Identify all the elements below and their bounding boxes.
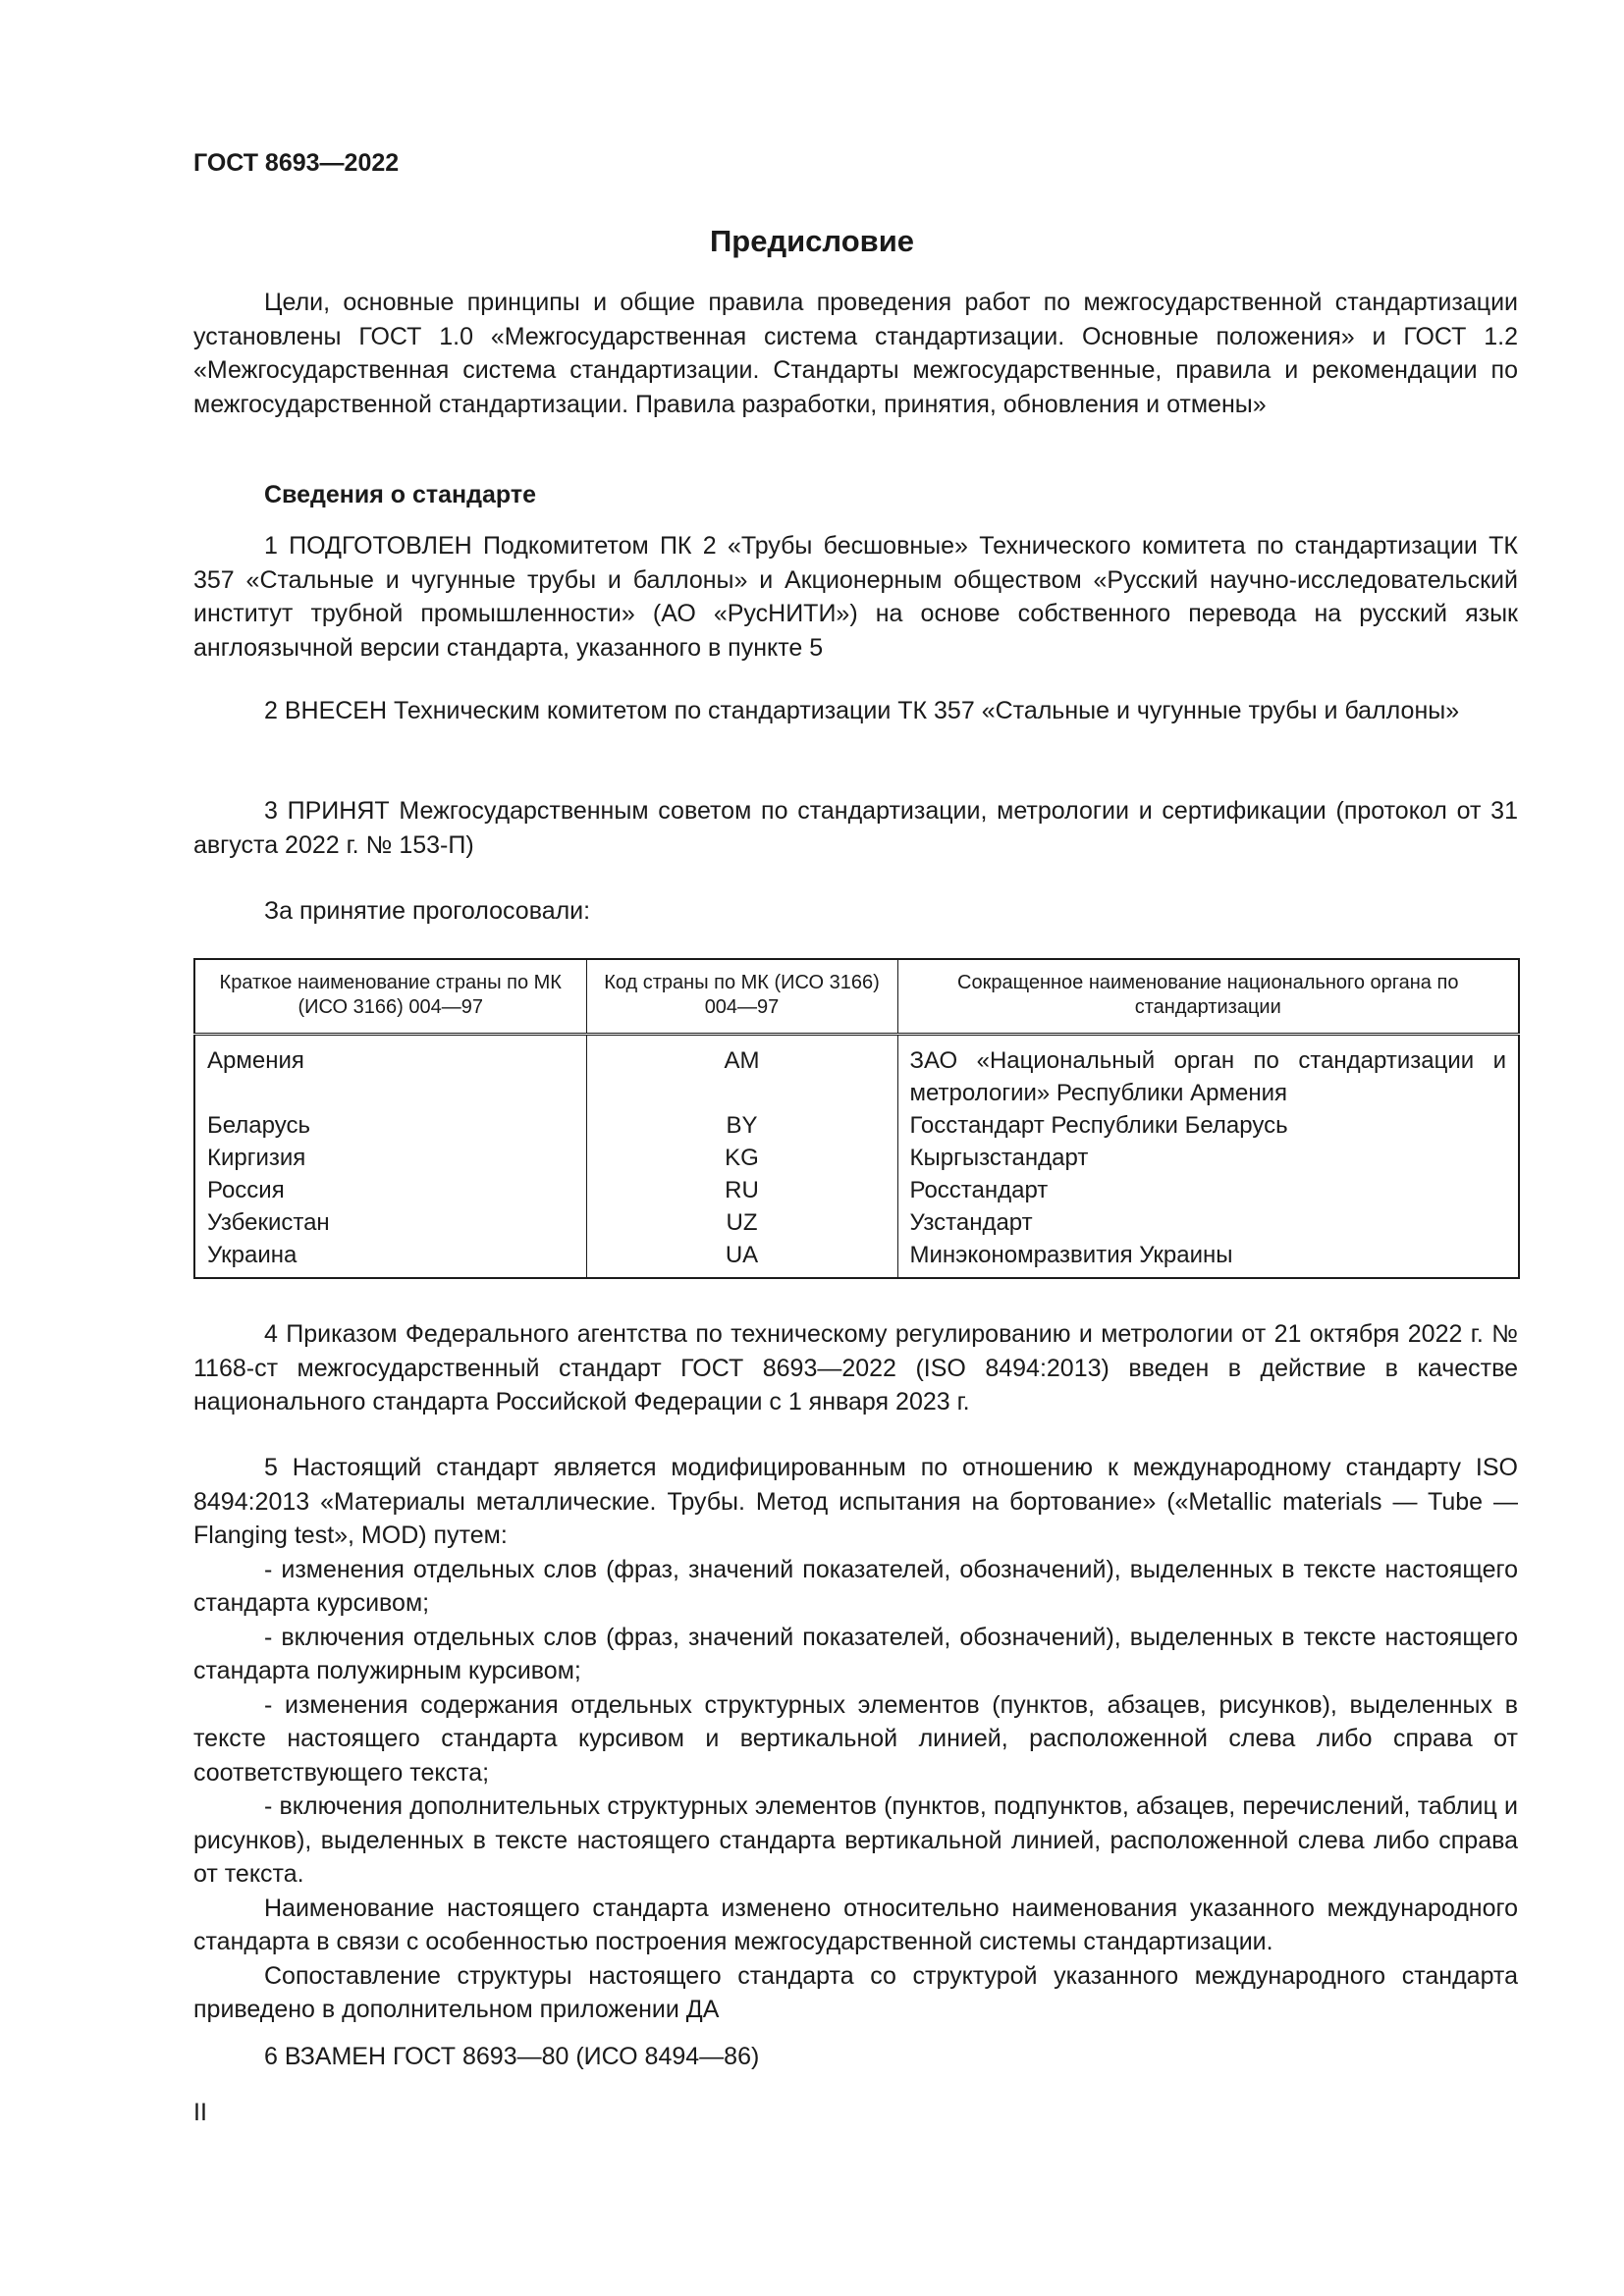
item-5: 5 Настоящий стандарт является модифицированным по отношению к международному стандарту ISO 8494:2013 «Материалы металлические. Трубы. Метод испытания на бортование» («Metallic materials — Tube — Flanging test», MOD) путем: — [193, 1454, 1518, 1549]
intro-paragraph: Цели, основные принципы и общие правила проведения работ по межгосударственной стандартизации установлены ГОСТ 1.0 «Межгосударственная система стандартизации. Основные положения» и ГОСТ 1.2 «Межгосударственная система стандартизации. Стандарты межгосударственные, правила и рекомендации по межгосударственной стандартизации. Правила разработки, принятия, обновления и отмены» — [193, 289, 1518, 418]
item-5-list-item: - изменения содержания отдельных структурных элементов (пунктов, абзацев, рисунков), выделенных в тексте настоящего стандарта курсивом и вертикальной линией, расположенной слева либо справа от соответствующего текста; — [193, 1690, 1518, 1787]
country-cell: Узбекистан — [194, 1206, 586, 1239]
code-cell: UZ — [586, 1206, 897, 1239]
voting-table — [193, 958, 1520, 1279]
item-2: 2 ВНЕСЕН Техническим комитетом по стандартизации ТК 357 «Стальные и чугунные трубы и баллоны» — [264, 697, 1460, 724]
country-cell: Беларусь — [194, 1109, 586, 1142]
code-cell: BY — [586, 1109, 897, 1142]
header-organization: Сокращенное наименование национального органа по стандартизации — [897, 959, 1519, 1035]
organization-cell: Госстандарт Республики Беларусь — [897, 1109, 1519, 1142]
table-row — [194, 1142, 1519, 1174]
info-heading-block — [193, 478, 1518, 512]
organization-cell: Росстандарт — [897, 1174, 1519, 1206]
item-1: 1 ПОДГОТОВЛЕН Подкомитетом ПК 2 «Трубы бесшовные» Технического комитета по стандартизации ТК 357 «Стальные и чугунные трубы и баллоны» и Акционерным обществом «Русский научно-исследовательский институт трубной промышленности» (АО «РусНИТИ») на основе собственного перевода на русский язык англоязычной версии стандарта, указанного в пункте 5 — [193, 532, 1518, 662]
table-row — [194, 1109, 1519, 1142]
info-heading: Сведения о стандарте — [264, 481, 537, 508]
code-cell: KG — [586, 1142, 897, 1174]
header-code: Код страны по МК (ИСО 3166) 004—97 — [586, 959, 897, 1035]
code-cell: UA — [586, 1239, 897, 1278]
country-cell: Россия — [194, 1174, 586, 1206]
item-5-structure-note: Сопоставление структуры настоящего стандарта со структурой указанного международного стандарта приведено в дополнительном приложении ДА — [193, 1961, 1518, 2023]
page-title: Предисловие — [709, 224, 914, 258]
item-2-block — [193, 694, 1518, 728]
page-number: II — [193, 2099, 207, 2126]
table-header-row — [194, 959, 1519, 1035]
item-5-list-item: - включения отдельных слов (фраз, значений показателей, обозначений), выделенных в тексте настоящего стандарта полужирным курсивом; — [193, 1623, 1518, 1684]
organization-cell: ЗАО «Национальный орган по стандартизации и метрологии» Республики Армения — [897, 1035, 1519, 1110]
intro-section — [193, 286, 1518, 421]
country-cell: Киргизия — [194, 1142, 586, 1174]
country-cell: Украина — [194, 1239, 586, 1278]
organization-cell: Узстандарт — [897, 1206, 1519, 1239]
voted-block — [193, 894, 1518, 929]
organization-cell: Кыргызстандарт — [897, 1142, 1519, 1174]
code-cell: RU — [586, 1174, 897, 1206]
item-5-name-note: Наименование настоящего стандарта изменено относительно наименования указанного международного стандарта в связи с особенностью построения межгосударственной системы стандартизации. — [193, 1894, 1518, 1955]
item-5-list-item: - включения дополнительных структурных элементов (пунктов, подпунктов, абзацев, перечислений, таблиц и рисунков), выделенных в тексте настоящего стандарта вертикальной линией, расположенной слева либо справа от текста. — [193, 1792, 1518, 1888]
item-1-block — [193, 529, 1518, 665]
document-code: ГОСТ 8693—2022 — [193, 149, 400, 177]
table-row — [194, 1174, 1519, 1206]
item-5-block — [193, 1451, 1518, 2027]
voted-label: За принятие проголосовали: — [264, 897, 591, 925]
organization-cell: Минэкономразвития Украины — [897, 1239, 1519, 1278]
item-6: 6 ВЗАМЕН ГОСТ 8693—80 (ИСО 8494—86) — [264, 2043, 760, 2070]
table-row — [194, 1239, 1519, 1278]
item-5-list-item: - изменения отдельных слов (фраз, значений показателей, обозначений), выделенных в тексте настоящего стандарта курсивом; — [193, 1555, 1518, 1617]
item-6-block — [193, 2040, 1518, 2074]
table-row — [194, 1035, 1519, 1110]
code-cell: AM — [586, 1035, 897, 1110]
header-country: Краткое наименование страны по МК (ИСО 3166) 004—97 — [194, 959, 586, 1035]
item-4-block — [193, 1317, 1518, 1419]
item-4: 4 Приказом Федерального агентства по техническому регулированию и метрологии от 21 октября 2022 г. № 1168-ст межгосударственный стандарт ГОСТ 8693—2022 (ISO 8494:2013) введен в действие в качестве национального стандарта Российской Федерации с 1 января 2023 г. — [193, 1320, 1518, 1415]
country-cell: Армения — [194, 1035, 586, 1110]
table-row — [194, 1206, 1519, 1239]
item-3: 3 ПРИНЯТ Межгосударственным советом по стандартизации, метрологии и сертификации (протокол от 31 августа 2022 г. № 153-П) — [193, 797, 1518, 859]
item-3-block — [193, 794, 1518, 862]
